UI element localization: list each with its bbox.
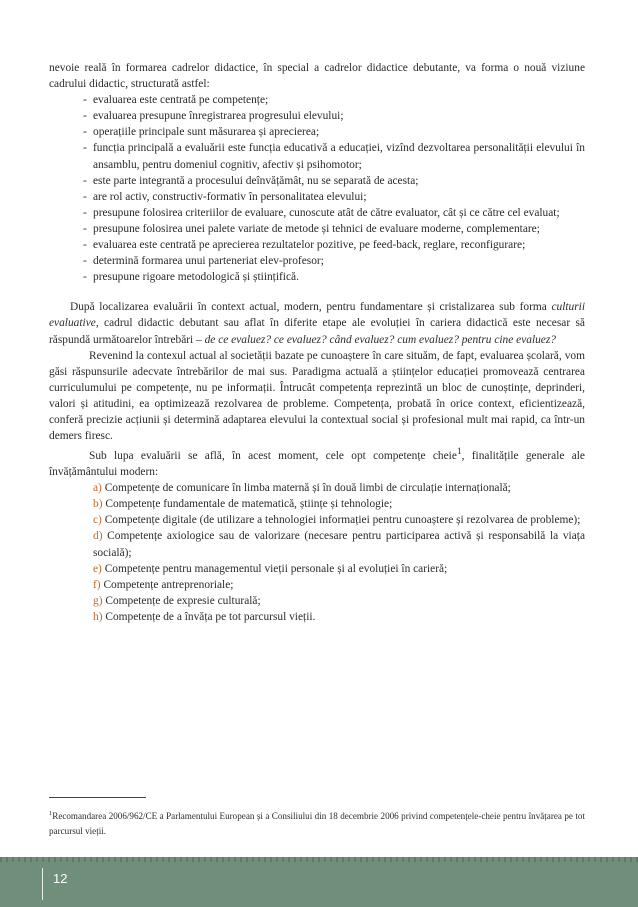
list-item: h) Competențe de a învăța pe tot parcursul vieții. [93, 610, 316, 623]
list-item: - evaluarea este centrată pe aprecierea rezultatelor pozitive, pe feed-back, reglare, reconfigurare; [83, 237, 585, 253]
page-number: 12 [42, 868, 67, 900]
list-item: b) Competențe fundamentale de matematică, științe și tehnologie; [93, 498, 393, 511]
footnote-divider [49, 797, 146, 798]
list-letter: f) [93, 578, 101, 591]
page-footer-bar [0, 857, 638, 907]
list-letter: c) [93, 514, 102, 527]
footnote [49, 806, 585, 839]
paragraph-evaluative-culture: După localizarea evaluării în context actual, modern, pentru fundamentare și cristalizarea sub forma culturii evaluative, cadrul didactic debutant sau aflat în diferite etape ale evoluției în cariera didactică este necesar să răspundă următoarelor întrebări – de ce evaluez? ce evaluez? când evaluez? cum evaluez? pentru cine evaluez? [49, 301, 585, 346]
paragraph-key-competences: Sub lupa evaluării se află, în acest moment, cele opt competențe cheie$^1$, finalitățile generale ale învățământului modern: [49, 447, 585, 479]
list-item: - funcția principală a evaluării este funcția educativă a educației, vizînd dezvoltarea personalității elevului în ansamblu, pentru domeniul cognitiv, afectiv și psihomotor; [83, 140, 585, 172]
list-item: - presupune folosirea unei palete variate de metode și tehnici de evaluare moderne, complementare; [83, 221, 585, 237]
paragraph-competences-context: Revenind la contexul actual al societății bazate pe cunoaștere în care situăm, de fapt, evaluarea școlară, vom găsi răspunsurile adecvate întrebărilor de mai sus. Paradigma actuală a științelor educației promovează centrarea curriculumului pe competențe, nu pe informații. Întrucât competența reprezintă un bloc de cunoștințe, deprinderi, valori și atitudini, ea optimizează rezolvarea de probleme. Competența, probată în orice context, eficientizează, conferă precizie acțiunii și determină adaptarea elevului la contextual social și profesional mult mai rapid, ca într-un demers firesc. [49, 349, 585, 443]
italic-term: culturii evaluative [49, 301, 585, 330]
list-item: f) Competențe antreprenoriale; [93, 578, 234, 591]
list-item: - presupune rigoare metodologică și științifică. [83, 269, 585, 285]
list-item: e) Competențe pentru managementul vieții personale și al evoluției în carieră; [93, 562, 448, 575]
list-item: - presupune folosirea criteriilor de evaluare, cunoscute atât de către evaluator, cât și ce către cel evaluat; [83, 205, 585, 221]
footer-pattern [0, 857, 638, 862]
list-letter: b) [93, 498, 103, 511]
list-item: - determină formarea unui parteneriat elev-profesor; [83, 253, 585, 269]
evaluation-features-list [83, 92, 585, 285]
footnote-reference: 1 [456, 447, 462, 458]
italic-questions: de ce evaluez? ce evaluez? când evaluez? cum evaluez? pentru cine evaluez? [204, 333, 556, 346]
list-item: - evaluarea presupune înregistrarea progresului elevului; [83, 108, 585, 124]
footnote-mark: 1 [49, 810, 53, 817]
list-item: c) Competențe digitale (de utilizare a tehnologiei informației pentru cunoaștere și rezolvarea de probleme); [93, 514, 581, 527]
list-letter: h) [93, 610, 103, 623]
list-item: a) Competențe de comunicare în limba maternă și în două limbi de circulație internațională; [93, 482, 511, 495]
footnote-text: Recomandarea 2006/962/CE a Parlamentului European și a Consiliului din 18 decembrie 2006 privind competențele-cheie pentru învățarea pe tot parcursul vieții. [49, 811, 585, 837]
list-letter: g) [93, 594, 103, 607]
list-letter: a) [93, 482, 102, 495]
list-letter: e) [93, 562, 102, 575]
list-item: - este parte integrantă a procesului deînvățămât, nu se separată de acesta; [83, 173, 585, 189]
main-text [49, 60, 585, 625]
list-item: g) Competențe de expresie culturală; [93, 594, 261, 607]
intro-paragraph: nevoie reală în formarea cadrelor didactice, în special a cadrelor didactice debutante, va forma o nouă viziune cadrului didactic, structurată astfel: [49, 62, 585, 91]
key-competences-list [93, 480, 585, 625]
list-letter: d) [93, 530, 103, 543]
list-item: - evaluarea este centrată pe competențe; [83, 92, 585, 108]
list-item: - are rol activ, constructiv-formativ în personalitatea elevului; [83, 189, 585, 205]
list-item: - operațiile principale sunt măsurarea și aprecierea; [83, 124, 585, 140]
list-item: d) Competențe axiologice sau de valorizare (necesare pentru participarea activă și responsabilă la viața socială); [93, 530, 585, 559]
